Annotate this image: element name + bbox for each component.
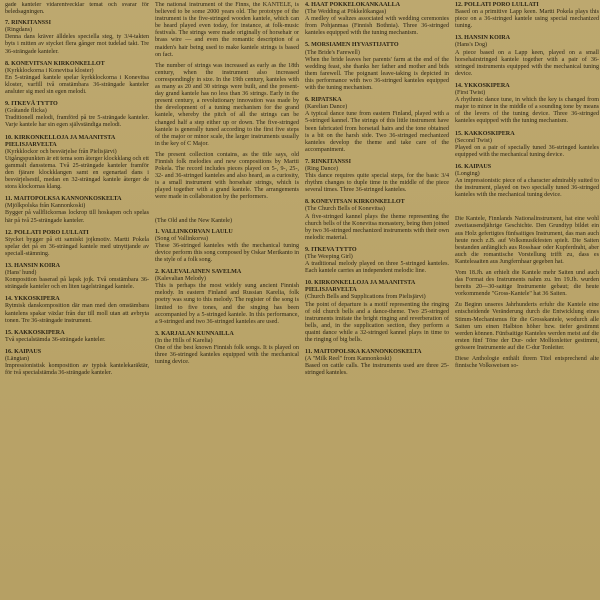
history-paragraph: The national instrument of the Finns, the KANTELE, is believed to be some 2000 years old. The prototype of the instrument is the five-stringed wooden kantele, which can be heard played even today, for instance, at folk-music festivals. The strings were made originally of horsehair or brass wire — and even the romantic description of a maiden's hair being used to make kantele strings is based on fact. — [155, 2, 299, 58]
track-entry — [455, 131, 599, 159]
track-description: En 5-strängad kantele spelar kyrkklockorna i Konevitsa kloster, varfill två omstämbara 36-strängade kanteler ansluter sig med sin egen melodi. — [5, 74, 149, 96]
track-entry — [305, 42, 449, 92]
track-entry — [5, 20, 149, 55]
track-title: 11. MAITOPOLKSA KANNONKOSKELTA — [5, 196, 122, 203]
track-description: A typical dance tune from eastern Finland, played with a 5-stringed kannel. The strings of this little instrument have been fabricated from horsetail hairs and the tone obtained is a bit on the harsh side. Two 36-stringed mechanized kanteles develop the theme and take care of the accompaniment. — [305, 111, 449, 153]
track-description: A five-stringed kannel plays the theme representing the church bells of the Konevitsa monastery, being then joined by two 36-stringed mechanized instruments with their own melodic material. — [305, 213, 449, 241]
intro-paragraph: gade kanteler vidarentvecklar temat och svarar för beledsagningen. — [5, 2, 149, 16]
column-english-tracks — [305, 2, 449, 598]
track-description: A rhythmic dance tune, in which the key is changed from major to minor in the middle of a sounding tone by means of the levers of the tuning device. Three 36-stringed kanteles equipped with the tuning mechanism. — [455, 97, 599, 125]
track-entry — [455, 35, 599, 78]
history-paragraph: The number of strings was increased as early as the 18th century, when the instrument also increased correspondingly in size. In the 19th century, kanteles with as many as 20 and 30 strings were built, and the present-day grand kantele has no less than 36 strings. Early in the present century, a revolutionary innovation was made by the development of a tuning mechanism for the grand kantele, whereby the pitch of all the strings can be changed half a step either up or down. The five-stringed kantele is generally tuned according to the first five steps of the major or minor scale, the larger instruments usually in the key of C Major. — [155, 62, 299, 147]
track-subtitle: (The Bride's Farewell) — [305, 49, 360, 56]
track-title: 15. KAKKOSKIPERA — [455, 130, 515, 137]
track-entry — [5, 263, 149, 291]
track-subtitle: (Längtan) — [5, 356, 30, 363]
track-subtitle: (Ringdans) — [5, 27, 33, 34]
track-entry — [5, 230, 149, 258]
track-entry — [305, 97, 449, 154]
track-title: 16. KAIPAUS — [5, 348, 42, 355]
track-description: This dance requires quite special steps, for the basic 3/4 rhythm changes to duple time in the middle of the piece several times. Three 36-stringed kanteles. — [305, 173, 449, 194]
track-entry — [305, 199, 449, 242]
track-subtitle: (Kyrkklockor och besvärjelse från Pielisjärvi) — [5, 148, 117, 155]
track-description: Based on cattle calls. The instruments used are three 25-stringed kanteles. — [305, 363, 449, 377]
track-entry — [5, 296, 149, 324]
track-description: Rytmisk danskomposition där man med den omstämbara kantelens spakar växlar från dur till moll utan att avbryta tonen. Tre 36-strängade instrument. — [5, 303, 149, 324]
german-paragraph: Vom 18.Jh. an erhielt die Kantele mehr Saiten und auch das Format des Instruments nahm zu. Im 19.Jh. wurden bereits 20—30-saitige Instrumente gebaut; die heute vorkommende "Gross-Kantele" hat 36 Saiten. — [455, 270, 599, 298]
section-heading: (The Old and the New Kantele) — [155, 217, 232, 224]
track-title: 12. POLLATI PORO LULLATI — [5, 229, 89, 236]
track-subtitle: (A "Milk Reel" from Kannonkoski) — [305, 356, 392, 363]
track-description: One of the best known Finnish folk songs. It is played on three 36-stringed kanteles equipped with the mechanical tuning device. — [155, 345, 299, 366]
track-title: 7. RINKITANSSI — [305, 158, 351, 165]
track-title: 9. ITKEVA TYTTO — [305, 246, 357, 253]
history-paragraph: The present collection contains, as the title says, old Finnish folk melodies and new compositions by Martti Pokela. The record includes pieces played on 5-, 9-, 25-, 32- and 36-stringed kanteles and also heard, as a curiosity, is a small instrument with horsehair strings, which is played together with a grand kantele. The arrangements were made in collaboration by the performers. — [155, 151, 299, 201]
track-description: A piece based on a Lapp keen, played on a small horsehairstringed kantele together with a pair of 36-stringed instruments equipped with the mechanical tuning device. — [455, 49, 599, 77]
track-title: 7. RINKITANSSI — [5, 20, 51, 27]
track-subtitle: (Karelian Dance) — [305, 104, 348, 111]
track-subtitle: (Second Twist) — [455, 137, 492, 144]
track-description: Utgångspunkten är ett tema som återger klockklang och ett gammalt dansstema. Två 25-strängade kanteler framför den fjärare klockklangen samt en egenartad dans i besvärjelsestil, medan en 32-strängad kantele återger de stora klockornas klang. — [5, 155, 149, 191]
track-title: 5. MORSIAMEN HYVASTIJATTO — [305, 42, 399, 49]
track-entry — [155, 229, 299, 264]
track-description: Bygger på vallflickornas lockrop till hoskapen och spelas här på två 25-strängade kanteler. — [5, 210, 149, 224]
german-paragraph: Die Kantele, Finnlands Nationalinstrument, hat eine wohl zweitausendjährige Geschichte. Den Grundtyp bildet ein aus Holz gefertigtes fünfsaitiges Instrument, das man auch heute noch z.B. auf Volksmusikfesten spielt. Die Saiten bestanden anfänglich aus Rosshaar oder Kupferdraht, aber auch die romantische Vorstellung trifft zu, dass es Kanteleaaiten aus Jungfernhaar gegeben hat. — [455, 216, 599, 265]
track-title: 14. YKKOSKIPERA — [455, 82, 510, 89]
track-subtitle: (Kalevalian Melody) — [155, 276, 206, 283]
track-title: 1. VALLINKORVAN LAULU — [155, 228, 233, 235]
track-entry — [305, 159, 449, 194]
track-description: When the bride leaves her parents' farm at the end of the wedding feast, she thanks her father and mother and bids them farewell. The poignant leave-taking is depicted in this performance with two 36-stringed kanteles equipped with the tuning mechanism. — [305, 56, 449, 92]
track-description: Denna dans kräver älldeles speciella steg, ty 3/4-takten byts i mitten av stycket flera gånger mot tudelad takt. Tre 36-strängade kanteler. — [5, 34, 149, 55]
track-subtitle: (Hans' hund) — [5, 270, 37, 277]
track-entry — [5, 101, 149, 129]
track-subtitle: (First Twist) — [455, 90, 486, 97]
track-subtitle: (Song of Vallinkorva) — [155, 235, 209, 242]
track-entry — [5, 61, 149, 96]
track-subtitle: (Gråtande flicka) — [5, 108, 47, 115]
column-swedish — [5, 2, 149, 598]
track-entry — [305, 280, 449, 344]
track-entry — [455, 83, 599, 126]
track-subtitle: (Church Bells and Supplications from Pielisjärvi) — [305, 294, 426, 301]
track-title: 9. ITKEVÄ TYTTO — [5, 101, 58, 108]
track-title: 6. RIPATSKA — [305, 97, 342, 104]
track-entry — [5, 196, 149, 224]
track-subtitle: (The Church Bells of Konevitsa) — [305, 206, 385, 213]
track-title: 10. KIRKONKELLOJA JA MAANITSTA PIELISJARVELTA — [5, 134, 115, 148]
track-title: 12. POLLATI PORO LULLATI — [455, 2, 539, 8]
track-subtitle: (The Weeping Girl) — [305, 254, 353, 260]
track-entry — [5, 330, 149, 344]
track-description: The point of departure is a motif representing the ringing of old church bells and a dance-theme. Two 25-stringed instruments imitate the bright ringing and reverberation of bells, and, in the supplication section, they perform a quaint dance while a 32-stringed kannel plays in time to the ringing of big bells. — [305, 301, 449, 344]
track-title: 4. HÄAT POKKELOKANKAALLA — [305, 2, 401, 8]
track-entry — [305, 247, 449, 275]
track-title: 3. KARJALAN KUNNAILLA — [155, 330, 234, 337]
track-entry — [5, 349, 149, 377]
column-english-german — [455, 2, 599, 598]
track-entry — [455, 2, 599, 30]
track-description: A traditional melody played on three 5-stringed kanteles. Each kantele carries an independent melodic line. — [305, 261, 449, 275]
german-paragraph: Diese Anthologie enthält ihrem Titel entsprechend alte finnische Volksweisen so- — [455, 356, 599, 370]
track-title: 8. KONEVITSAN KIRKONKELLOT — [305, 199, 405, 206]
track-title: 14. YKKOSKIPERA — [5, 296, 60, 303]
track-subtitle: (In the Hills of Karelia) — [155, 337, 213, 344]
track-subtitle: (Ring Dance) — [305, 165, 338, 172]
track-title: 13. HANSIN KOIRA — [5, 263, 61, 269]
track-entry — [305, 2, 449, 37]
track-description: Traditionell melodi, framförd på tre 5-strängade kanteler. Varje kantele har sin egen självständiga melodi. — [5, 115, 149, 129]
track-subtitle: (Hans's Dog) — [455, 42, 488, 49]
track-entry — [155, 269, 299, 326]
track-description: Komposition baserad på lapsk jojk. Två omstämbara 36-strängade kanteler och en liten tagelsträngad kantele. — [5, 277, 149, 291]
track-description: These 36-stringed kanteles with the mechanical tuning device perform this song composed by Oskar Merikanto in the style of a folk song. — [155, 242, 299, 263]
track-description: Två specialstämda 36-strängade kanteler. — [5, 336, 106, 343]
track-subtitle: (The Wedding at Pökkelökangas) — [305, 9, 387, 16]
track-title: 11. MAITOPOLSKA KANNONKOSKELTA — [305, 349, 422, 356]
track-title: 8. KONEVITSAN KIRKONKELLOT — [5, 60, 105, 67]
track-title: 10. KIRKONKELLOJA JA MAANITSTA PIELISJARVELTA — [305, 280, 415, 294]
track-entry — [155, 331, 299, 366]
track-description: This is perhaps the most widely sung ancient Finnish melody. In eastern Finland and Russian Karelia, folk poetry was sung to this melody. The register of the song is limited to five tones, and the singing has been accompanied by a 5-stringed kantele. In this performance, a 9-stringed and two 36-stringed kanteles are used. — [155, 283, 299, 325]
track-entry — [5, 135, 149, 192]
track-description: Impressionistisk komposition av typisk kantelekaräktär, för två specialstämda 36-strängade kanteler. — [5, 363, 149, 377]
german-paragraph: Zu Beginn unseres Jahrhunderts erfuhr die Kantele eine entscheidende Veränderung durch die Entwicklung eines Stimm-Mechanismus für die Grosskantele, wodurch alle Saiten um einen Halbton höher bzw. tiefer gestimmt werden können. Fünfsaitige Kanteles werden meist auf die ersten fünf Töne der Dur- oder Molltonleiter gestimmt, grössere Instrumente auf die C-dur Tonleiter. — [455, 302, 599, 351]
track-subtitle: (Longing) — [455, 170, 480, 177]
track-description: A medley of waltzes associated with wedding ceremonies from Pohjanmaa (Finnish Bothnia). Three 36-stringed kanteles equipped with the tuning mechanism. — [305, 16, 449, 37]
track-title: 2. KALEVALAINEN SAVELMA — [155, 269, 242, 276]
track-title: 15. KAKKOSKIPERA — [5, 329, 65, 336]
track-title: 13. HANSIN KOIRA — [455, 35, 511, 42]
track-entry — [455, 164, 599, 199]
track-description: Stycket bygger på ett samiskt jojkmotiv. Martti Pokela spelar det på en 36-strängad kantele med utnyttjande av speciall-stämning. — [5, 236, 149, 257]
track-subtitle: (Kyrkklockorna i Konevitsa kloster) — [5, 67, 94, 74]
track-description: An impressionistic piece of a character admirably suited to the instrument, played on two specially tuned 36-stringed kanteles with the mechanical tuning device. — [455, 178, 599, 199]
column-english-intro — [155, 2, 299, 598]
track-entry — [305, 349, 449, 377]
track-title: 16. KAIPAUS — [455, 163, 492, 170]
track-subtitle: (Mjölkpolska från Kannonkoski) — [5, 203, 86, 210]
track-description: Based on a primitive Lapp keen. Martti Pokela plays this piece on a 36-stringed kantele using special mechanized tuning. — [455, 9, 599, 30]
track-description: Played on a pair of specially tuned 36-stringed kanteles equipped with the mechanical tuning device. — [455, 144, 599, 158]
